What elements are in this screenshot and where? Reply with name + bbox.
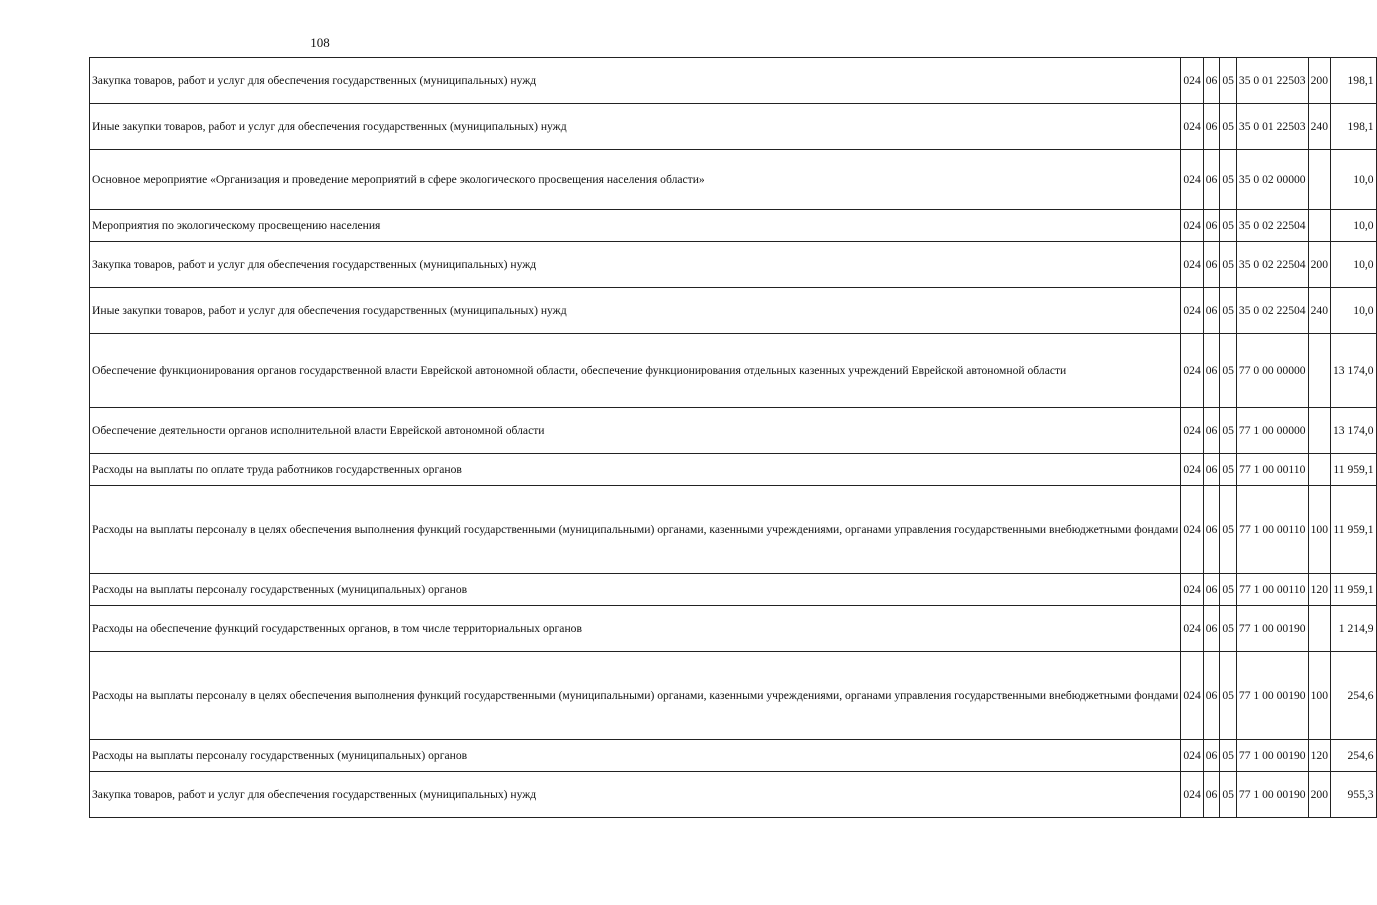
ministry-code-cell: 024	[1181, 104, 1203, 150]
subsection-code-cell: 05	[1220, 454, 1237, 486]
table-row	[90, 288, 1377, 334]
section-code-cell: 06	[1203, 486, 1220, 574]
subsection-code-cell: 05	[1220, 334, 1237, 408]
subsection-code-cell: 05	[1220, 210, 1237, 242]
amount-cell: 10,0	[1330, 288, 1376, 334]
ministry-code-cell: 024	[1181, 606, 1203, 652]
target-article-cell: 77 1 00 00190	[1236, 652, 1308, 740]
target-article-cell: 35 0 02 00000	[1236, 150, 1308, 210]
budget-table	[89, 57, 1377, 818]
expense-name-cell: Иные закупки товаров, работ и услуг для обеспечения государственных (муниципальных) нужд	[90, 288, 1181, 334]
section-code-cell: 06	[1203, 210, 1220, 242]
ministry-code-cell: 024	[1181, 210, 1203, 242]
subsection-code-cell: 05	[1220, 104, 1237, 150]
subsection-code-cell: 05	[1220, 574, 1237, 606]
amount-cell: 11 959,1	[1330, 454, 1376, 486]
ministry-code-cell: 024	[1181, 58, 1203, 104]
expense-type-cell	[1308, 210, 1330, 242]
table-row	[90, 242, 1377, 288]
ministry-code-cell: 024	[1181, 150, 1203, 210]
table-row	[90, 334, 1377, 408]
target-article-cell: 35 0 02 22504	[1236, 288, 1308, 334]
expense-type-cell: 120	[1308, 574, 1330, 606]
table-row	[90, 104, 1377, 150]
subsection-code-cell: 05	[1220, 408, 1237, 454]
table-row	[90, 150, 1377, 210]
section-code-cell: 06	[1203, 454, 1220, 486]
target-article-cell: 77 1 00 00190	[1236, 740, 1308, 772]
section-code-cell: 06	[1203, 740, 1220, 772]
section-code-cell: 06	[1203, 574, 1220, 606]
subsection-code-cell: 05	[1220, 58, 1237, 104]
subsection-code-cell: 05	[1220, 288, 1237, 334]
expense-name-cell: Обеспечение функционирования органов государственной власти Еврейской автономной области, обеспечение функционирования отдельных казенных учреждений Еврейской автономной области	[90, 334, 1181, 408]
page-number: 108	[310, 35, 330, 50]
subsection-code-cell: 05	[1220, 242, 1237, 288]
ministry-code-cell: 024	[1181, 652, 1203, 740]
section-code-cell: 06	[1203, 772, 1220, 818]
amount-cell: 13 174,0	[1330, 408, 1376, 454]
section-code-cell: 06	[1203, 334, 1220, 408]
amount-cell: 13 174,0	[1330, 334, 1376, 408]
table-row	[90, 58, 1377, 104]
amount-cell: 11 959,1	[1330, 486, 1376, 574]
target-article-cell: 77 1 00 00190	[1236, 772, 1308, 818]
section-code-cell: 06	[1203, 104, 1220, 150]
ministry-code-cell: 024	[1181, 334, 1203, 408]
expense-type-cell: 120	[1308, 740, 1330, 772]
expense-type-cell: 240	[1308, 288, 1330, 334]
target-article-cell: 77 1 00 00190	[1236, 606, 1308, 652]
target-article-cell: 35 0 01 22503	[1236, 104, 1308, 150]
table-row	[90, 740, 1377, 772]
expense-name-cell: Закупка товаров, работ и услуг для обеспечения государственных (муниципальных) нужд	[90, 242, 1181, 288]
expense-type-cell	[1308, 334, 1330, 408]
expense-name-cell: Расходы на обеспечение функций государственных органов, в том числе территориальных органов	[90, 606, 1181, 652]
ministry-code-cell: 024	[1181, 288, 1203, 334]
section-code-cell: 06	[1203, 652, 1220, 740]
expense-type-cell: 200	[1308, 242, 1330, 288]
target-article-cell: 35 0 02 22504	[1236, 210, 1308, 242]
table-row	[90, 486, 1377, 574]
expense-type-cell: 100	[1308, 652, 1330, 740]
amount-cell: 198,1	[1330, 104, 1376, 150]
section-code-cell: 06	[1203, 242, 1220, 288]
subsection-code-cell: 05	[1220, 150, 1237, 210]
amount-cell: 10,0	[1330, 150, 1376, 210]
amount-cell: 10,0	[1330, 242, 1376, 288]
expense-name-cell: Расходы на выплаты по оплате труда работников государственных органов	[90, 454, 1181, 486]
table-row	[90, 606, 1377, 652]
section-code-cell: 06	[1203, 606, 1220, 652]
subsection-code-cell: 05	[1220, 486, 1237, 574]
expense-type-cell	[1308, 150, 1330, 210]
expense-type-cell: 240	[1308, 104, 1330, 150]
expense-name-cell: Иные закупки товаров, работ и услуг для обеспечения государственных (муниципальных) нужд	[90, 104, 1181, 150]
amount-cell: 198,1	[1330, 58, 1376, 104]
amount-cell: 11 959,1	[1330, 574, 1376, 606]
expense-name-cell: Основное мероприятие «Организация и проведение мероприятий в сфере экологического просвещения населения области»	[90, 150, 1181, 210]
target-article-cell: 77 1 00 00110	[1236, 574, 1308, 606]
expense-name-cell: Расходы на выплаты персоналу государственных (муниципальных) органов	[90, 740, 1181, 772]
section-code-cell: 06	[1203, 150, 1220, 210]
ministry-code-cell: 024	[1181, 242, 1203, 288]
section-code-cell: 06	[1203, 58, 1220, 104]
table-row	[90, 454, 1377, 486]
expense-type-cell	[1308, 408, 1330, 454]
target-article-cell: 77 1 00 00110	[1236, 454, 1308, 486]
ministry-code-cell: 024	[1181, 486, 1203, 574]
expense-name-cell: Расходы на выплаты персоналу в целях обеспечения выполнения функций государственными (муниципальными) органами, казенными учреждениями, органами управления государственными внебюджетными фондами	[90, 652, 1181, 740]
section-code-cell: 06	[1203, 288, 1220, 334]
expense-name-cell: Обеспечение деятельности органов исполнительной власти Еврейской автономной области	[90, 408, 1181, 454]
target-article-cell: 77 0 00 00000	[1236, 334, 1308, 408]
ministry-code-cell: 024	[1181, 454, 1203, 486]
table-row	[90, 652, 1377, 740]
expense-type-cell	[1308, 606, 1330, 652]
table-row	[90, 408, 1377, 454]
section-code-cell: 06	[1203, 408, 1220, 454]
ministry-code-cell: 024	[1181, 772, 1203, 818]
amount-cell: 254,6	[1330, 652, 1376, 740]
table-row	[90, 210, 1377, 242]
expense-name-cell: Расходы на выплаты персоналу в целях обеспечения выполнения функций государственными (муниципальными) органами, казенными учреждениями, органами управления государственными внебюджетными фондами	[90, 486, 1181, 574]
expense-type-cell: 100	[1308, 486, 1330, 574]
subsection-code-cell: 05	[1220, 772, 1237, 818]
expense-name-cell: Мероприятия по экологическому просвещению населения	[90, 210, 1181, 242]
amount-cell: 254,6	[1330, 740, 1376, 772]
target-article-cell: 35 0 01 22503	[1236, 58, 1308, 104]
amount-cell: 10,0	[1330, 210, 1376, 242]
expense-type-cell	[1308, 454, 1330, 486]
expense-type-cell: 200	[1308, 58, 1330, 104]
subsection-code-cell: 05	[1220, 606, 1237, 652]
table-row	[90, 574, 1377, 606]
expense-type-cell: 200	[1308, 772, 1330, 818]
expense-name-cell: Закупка товаров, работ и услуг для обеспечения государственных (муниципальных) нужд	[90, 772, 1181, 818]
target-article-cell: 77 1 00 00110	[1236, 486, 1308, 574]
table-body	[90, 58, 1377, 818]
amount-cell: 1 214,9	[1330, 606, 1376, 652]
target-article-cell: 35 0 02 22504	[1236, 242, 1308, 288]
target-article-cell: 77 1 00 00000	[1236, 408, 1308, 454]
subsection-code-cell: 05	[1220, 740, 1237, 772]
ministry-code-cell: 024	[1181, 574, 1203, 606]
expense-name-cell: Закупка товаров, работ и услуг для обеспечения государственных (муниципальных) нужд	[90, 58, 1181, 104]
expense-name-cell: Расходы на выплаты персоналу государственных (муниципальных) органов	[90, 574, 1181, 606]
amount-cell: 955,3	[1330, 772, 1376, 818]
ministry-code-cell: 024	[1181, 408, 1203, 454]
subsection-code-cell: 05	[1220, 652, 1237, 740]
ministry-code-cell: 024	[1181, 740, 1203, 772]
table-row	[90, 772, 1377, 818]
